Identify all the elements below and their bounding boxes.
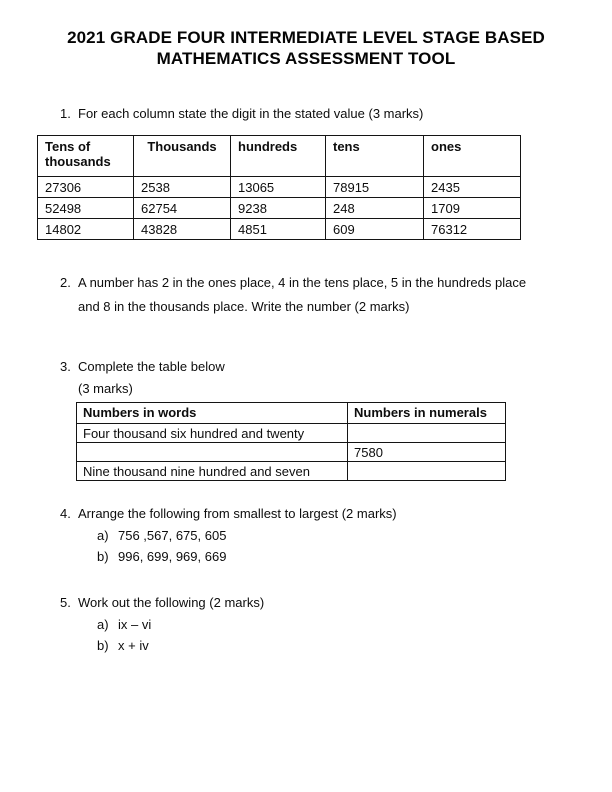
- table-cell: 9238: [231, 198, 326, 219]
- column-header-ones: ones: [424, 136, 521, 177]
- question-2-text: A number has 2 in the ones place, 4 in the tens place, 5 in the hundreds place and 8 in the thousands place. Write the number (2 marks): [78, 275, 527, 314]
- item-b-label: b): [97, 549, 109, 564]
- table-row: [77, 424, 506, 443]
- question-1-number: 1.: [60, 106, 71, 121]
- title-line-1: 2021 GRADE FOUR INTERMEDIATE LEVEL STAGE BASED: [67, 28, 545, 47]
- question-4-text: Arrange the following from smallest to largest (2 marks): [78, 506, 397, 521]
- question-4-item-a: [97, 528, 612, 544]
- table-cell: 78915: [326, 177, 424, 198]
- question-3-number: 3.: [60, 359, 71, 374]
- question-2: [60, 271, 612, 319]
- table-cell: 609: [326, 219, 424, 240]
- table-cell: 2538: [134, 177, 231, 198]
- table-cell: 62754: [134, 198, 231, 219]
- place-value-table: [37, 135, 521, 240]
- table-row: [38, 219, 521, 240]
- column-header-thousands: Thousands: [134, 136, 231, 177]
- question-3-marks: (3 marks): [78, 381, 133, 396]
- table-cell: 1709: [424, 198, 521, 219]
- item-a-text: ix – vi: [118, 617, 152, 632]
- document-title: [0, 0, 612, 69]
- table-cell: Four thousand six hundred and twenty: [77, 424, 348, 443]
- item-a-label: a): [97, 617, 109, 632]
- question-4-item-b: [97, 549, 612, 565]
- table-cell: 13065: [231, 177, 326, 198]
- question-1: [60, 106, 612, 122]
- question-5-item-a: [97, 617, 612, 633]
- table-cell-answer-blank: [348, 462, 506, 481]
- table-cell: Nine thousand nine hundred and seven: [77, 462, 348, 481]
- table-cell: 76312: [424, 219, 521, 240]
- question-5-text: Work out the following (2 marks): [78, 595, 265, 610]
- column-header-hundreds: hundreds: [231, 136, 326, 177]
- table-row: [38, 198, 521, 219]
- item-b-text: x + iv: [118, 638, 149, 653]
- table-row: [77, 443, 506, 462]
- table-cell-answer-blank: [77, 443, 348, 462]
- table-row: [38, 177, 521, 198]
- question-3-text: Complete the table below: [78, 359, 225, 374]
- table-row: [77, 462, 506, 481]
- table-cell: 4851: [231, 219, 326, 240]
- table-cell: 52498: [38, 198, 134, 219]
- table-cell: 248: [326, 198, 424, 219]
- table-cell: 27306: [38, 177, 134, 198]
- table-cell: 43828: [134, 219, 231, 240]
- column-header-tens: tens: [326, 136, 424, 177]
- numbers-words-numerals-table: [76, 402, 506, 481]
- table-cell: 14802: [38, 219, 134, 240]
- column-header-tens-of-thousands: Tens of thousands: [38, 136, 134, 177]
- column-header-numbers-in-numerals: Numbers in numerals: [348, 403, 506, 424]
- table-cell-answer-blank: [348, 424, 506, 443]
- item-b-label: b): [97, 638, 109, 653]
- question-5: [60, 595, 612, 611]
- item-a-text: 756 ,567, 675, 605: [118, 528, 227, 543]
- item-b-text: 996, 699, 969, 669: [118, 549, 227, 564]
- question-1-text: For each column state the digit in the stated value (3 marks): [78, 106, 424, 121]
- place-value-table-header-row: [38, 136, 521, 177]
- title-line-2: MATHEMATICS ASSESSMENT TOOL: [156, 49, 456, 68]
- question-3: [60, 356, 612, 400]
- question-2-number: 2.: [60, 275, 71, 290]
- table-cell: 2435: [424, 177, 521, 198]
- column-header-numbers-in-words: Numbers in words: [77, 403, 348, 424]
- numbers-table-header-row: [77, 403, 506, 424]
- question-5-item-b: [97, 638, 612, 654]
- item-a-label: a): [97, 528, 109, 543]
- question-4: [60, 506, 612, 522]
- question-4-number: 4.: [60, 506, 71, 521]
- table-cell: 7580: [348, 443, 506, 462]
- question-5-number: 5.: [60, 595, 71, 610]
